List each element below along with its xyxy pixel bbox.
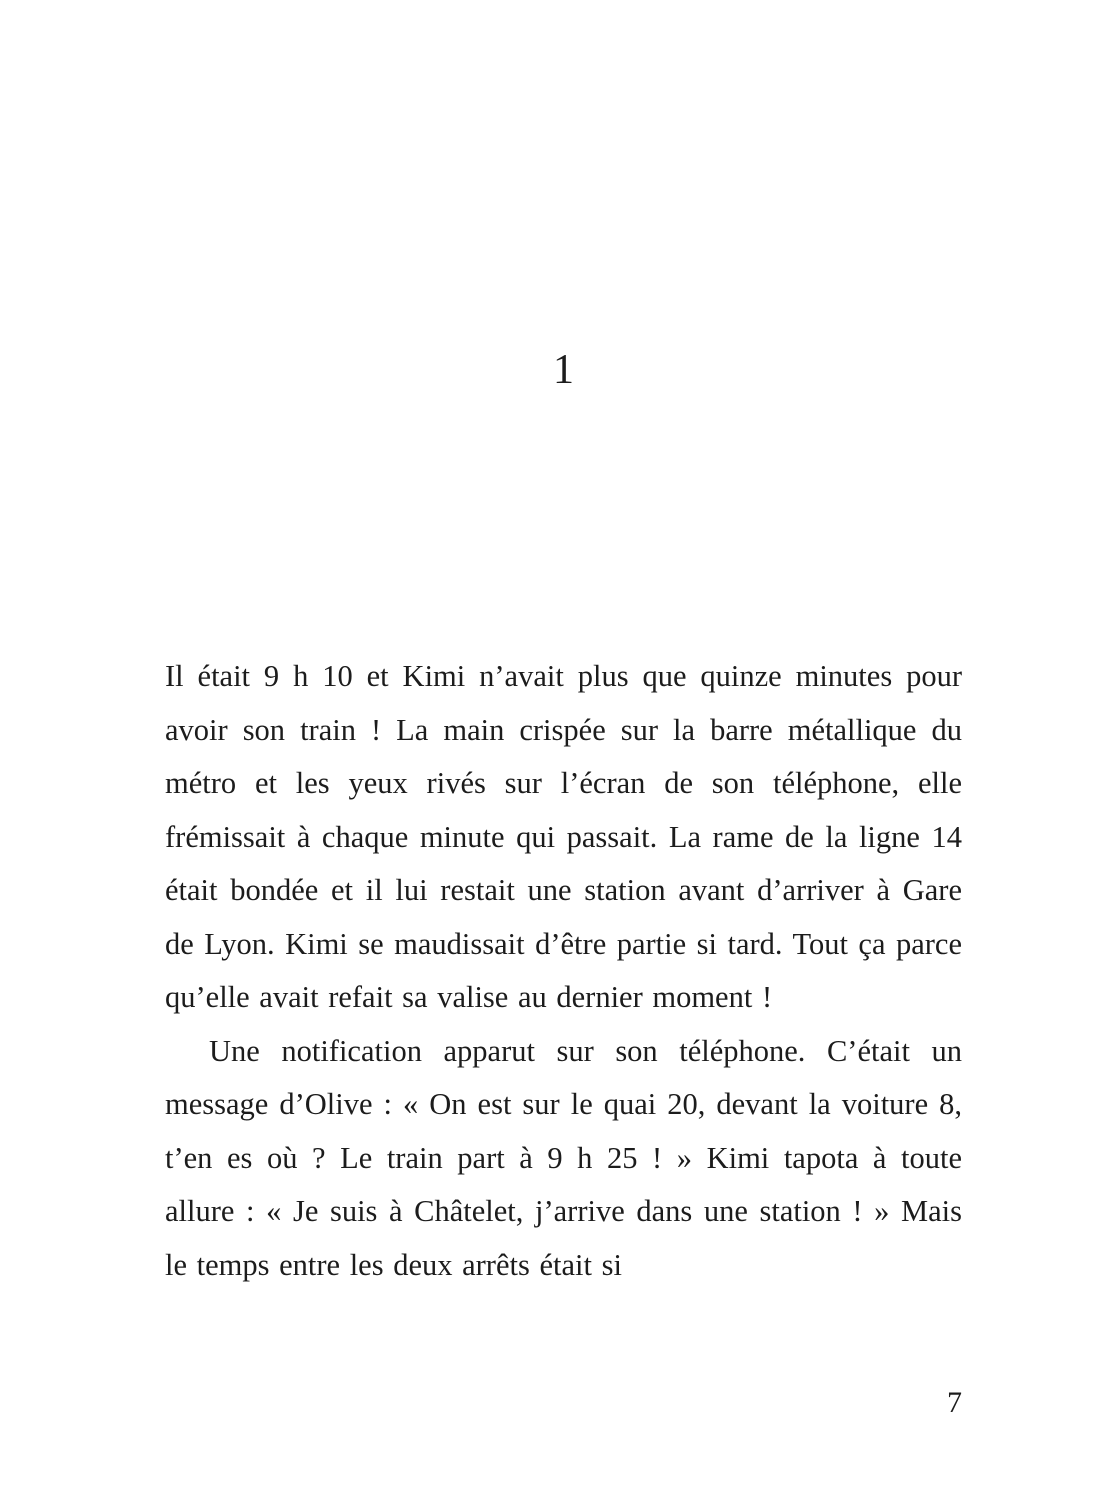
body-text: [165, 650, 962, 1292]
paragraph: Une notification apparut sur son téléphone. C’était un message d’Olive : « On est sur le quai 20, devant la voiture 8, t’en es où ? Le train part à 9 h 25 ! » Kimi tapota à toute allure : « Je suis à Châtelet, j’arrive dans une station ! » Mais le temps entre les deux arrêts était si: [165, 1033, 962, 1282]
chapter-number: 1: [553, 347, 574, 393]
paragraph: Il était 9 h 10 et Kimi n’avait plus que quinze minutes pour avoir son train ! La main crispée sur la barre métallique du métro et les yeux rivés sur l’écran de son téléphone, elle frémissait à chaque minute qui passait. La rame de la ligne 14 était bondée et il lui restait une station avant d’arriver à Gare de Lyon. Kimi se maudissait d’être partie si tard. Tout ça parce qu’elle avait refait sa valise au dernier moment !: [165, 659, 962, 1014]
page-number: 7: [947, 1386, 962, 1419]
